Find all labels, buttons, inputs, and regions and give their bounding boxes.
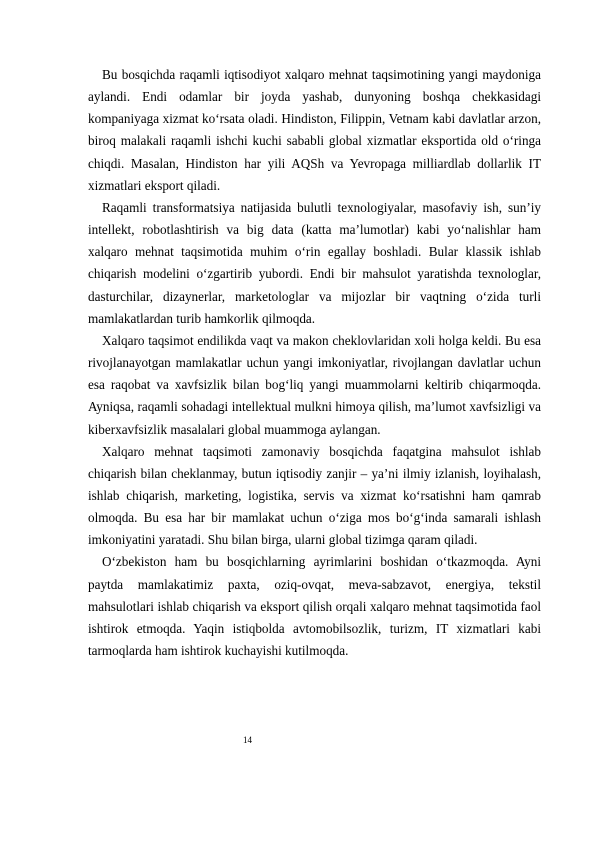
paragraph-2: Raqamli transformatsiya natijasida bulutli texnologiyalar, masofaviy ish, sun’iy intellekt, robotlashtirish va big data (katta ma’lumotlar) kabi yo‘nalishlar ham xalqaro mehnat taqsimotida muhim o‘rin egallay boshladi. Bular klassik ishlab chiqarish modelini o‘zgartirib yubordi. Endi bir mahsulot yaratishda texnologlar, dasturchilar, dizaynerlar, marketologlar va mijozlar bir vaqtning o‘zida turli mamlakatlardan turib hamkorlik qilmoqda.	[88, 199, 541, 326]
page-number: 14	[243, 735, 252, 745]
paragraph-3: Xalqaro taqsimot endilikda vaqt va makon cheklovlaridan xoli holga keldi. Bu esa rivojlanayotgan mamlakatlar uchun yangi imkoniyatlar, rivojlangan davlatlar uchun esa raqobat va xavfsizlik bilan bog‘liq yangi muammolarni keltirib chiqarmoqda. Ayniqsa, raqamli sohadagi intellektual mulkni himoya qilish, ma’lumot xavfsizligi va kiberxavfsizlik masalalari global muammoga aylangan.	[88, 332, 541, 437]
paragraph-5: O‘zbekiston ham bu bosqichlarning ayrimlarini boshidan o‘tkazmoqda. Ayni paytda mamlakatimiz paxta, oziq-ovqat, meva-sabzavot, energiya, tekstil mahsulotlari ishlab chiqarish va eksport qilish orqali xalqaro mehnat taqsimotida faol ishtirok etmoqda. Yaqin istiqbolda avtomobilsozlik, turizm, IT xizmatlari kabi tarmoqlarda ham ishtirok kuchayishi kutilmoqda.	[88, 554, 541, 659]
document-page	[88, 64, 541, 662]
paragraph-1: Bu bosqichda raqamli iqtisodiyot xalqaro mehnat taqsimotining yangi maydoniga aylandi. Endi odamlar bir joyda yashab, dunyoning boshqa chekkasidagi kompaniyaga xizmat ko‘rsata oladi. Hindiston, Filippin, Vetnam kabi davlatlar arzon, biroq malakali raqamli ishchi kuchi sababli global xizmatlar eksportida old o‘ringa chiqdi. Masalan, Hindiston har yili AQSh va Yevropaga milliardlab dollarlik IT xizmatlari eksport qiladi.	[88, 67, 541, 193]
paragraph-4: Xalqaro mehnat taqsimoti zamonaviy bosqichda faqatgina mahsulot ishlab chiqarish bilan cheklanmay, butun iqtisodiy zanjir – ya’ni ilmiy izlanish, loyihalash, ishlab chiqarish, marketing, logistika, servis va xizmat ko‘rsatishni ham qamrab olmoqda. Bu esa har bir mamlakat uchun o‘ziga mos bo‘g‘inda samarali ishlash imkoniyatini yaratadi. Shu bilan birga, ularni global tizimga qaram qiladi.	[88, 443, 541, 548]
